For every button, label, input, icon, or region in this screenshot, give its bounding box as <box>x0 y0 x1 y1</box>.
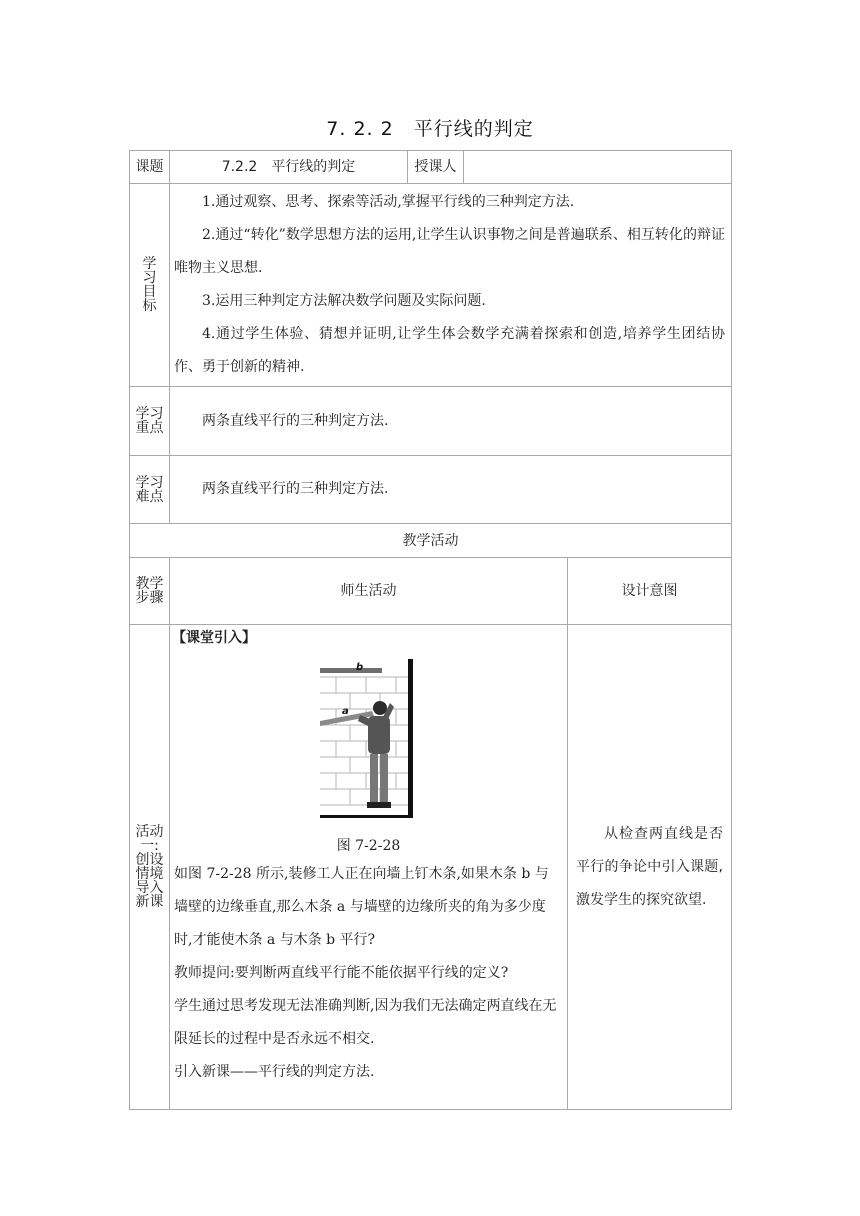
difficulty-value: 两条直线平行的三种判定方法. <box>170 456 732 524</box>
activity-one-intent: 从检查两直线是否平行的争论中引入课题,激发学生的探究欲望. <box>568 625 732 1110</box>
page-title: 7. 2. 2 平行线的判定 <box>326 118 534 140</box>
topic-value: 7.2.2 平行线的判定 <box>170 151 408 184</box>
difficulty-label: 学习 难点 <box>130 456 170 524</box>
label-a: a <box>341 706 349 717</box>
teacher-value <box>464 151 732 184</box>
activities-heading: 教学活动 <box>130 524 732 558</box>
figure-7-2-28 <box>170 659 567 822</box>
activities-heading-row <box>130 524 732 558</box>
activity-paragraph: 引入新课——平行线的判定方法. <box>174 1064 375 1080</box>
activity-paragraph: 如图 7-2-28 所示,装修工人正在向墙上钉木条,如果木条 b 与墙壁的边缘垂直,那么木条 a 与墙壁的边缘所夹的角为多少度时,才能使木条 a 与木条 b 平行? <box>174 866 549 948</box>
objective-item: 4.通过学生体验、猜想并证明,让学生体会数学充满着探索和创造,培养学生团结协作、勇于创新的精神. <box>174 326 725 375</box>
objectives-row <box>130 184 732 387</box>
column-header-row <box>130 558 732 625</box>
activity-paragraph: 学生通过思考发现无法准确判断,因为我们无法确定两直线在无限延长的过程中是否永远不相交. <box>174 998 557 1047</box>
objective-item: 2.通过“转化”数学思想方法的运用,让学生认识事物之间是普遍联系、相互转化的辩证唯物主义思想. <box>174 227 725 276</box>
activity-one-content <box>170 625 568 1110</box>
lesson-plan-table <box>129 150 732 1110</box>
figure-caption: 图 7-2-28 <box>336 838 401 854</box>
topic-label: 课题 <box>130 151 170 184</box>
intent-column-header: 设计意图 <box>568 558 732 625</box>
section-title: 【课堂引入】 <box>172 630 256 646</box>
activity-one-row <box>130 625 732 1110</box>
activity-one-step: 活动 一: 创设 情境 导入 新课 <box>130 625 170 1110</box>
objective-item: 1.通过观察、思考、探索等活动,掌握平行线的三种判定方法. <box>202 194 575 210</box>
activity-column-header: 师生活动 <box>170 558 568 625</box>
activity-paragraph: 教师提问:要判断两直线平行能不能依据平行线的定义? <box>174 965 509 981</box>
objective-item: 3.运用三种判定方法解决数学问题及实际问题. <box>202 293 486 309</box>
topic-row <box>130 151 732 184</box>
step-column-header: 教学 步骤 <box>130 558 170 625</box>
wall-worker-illustration <box>320 659 418 819</box>
key-point-label: 学习 重点 <box>130 387 170 456</box>
key-point-row <box>130 387 732 456</box>
key-point-value: 两条直线平行的三种判定方法. <box>170 387 732 456</box>
objectives-label: 学 习 目 标 <box>130 184 170 387</box>
teacher-label: 授课人 <box>408 151 464 184</box>
difficulty-row <box>130 456 732 524</box>
objectives-content <box>170 184 732 387</box>
label-b: b <box>355 662 363 673</box>
